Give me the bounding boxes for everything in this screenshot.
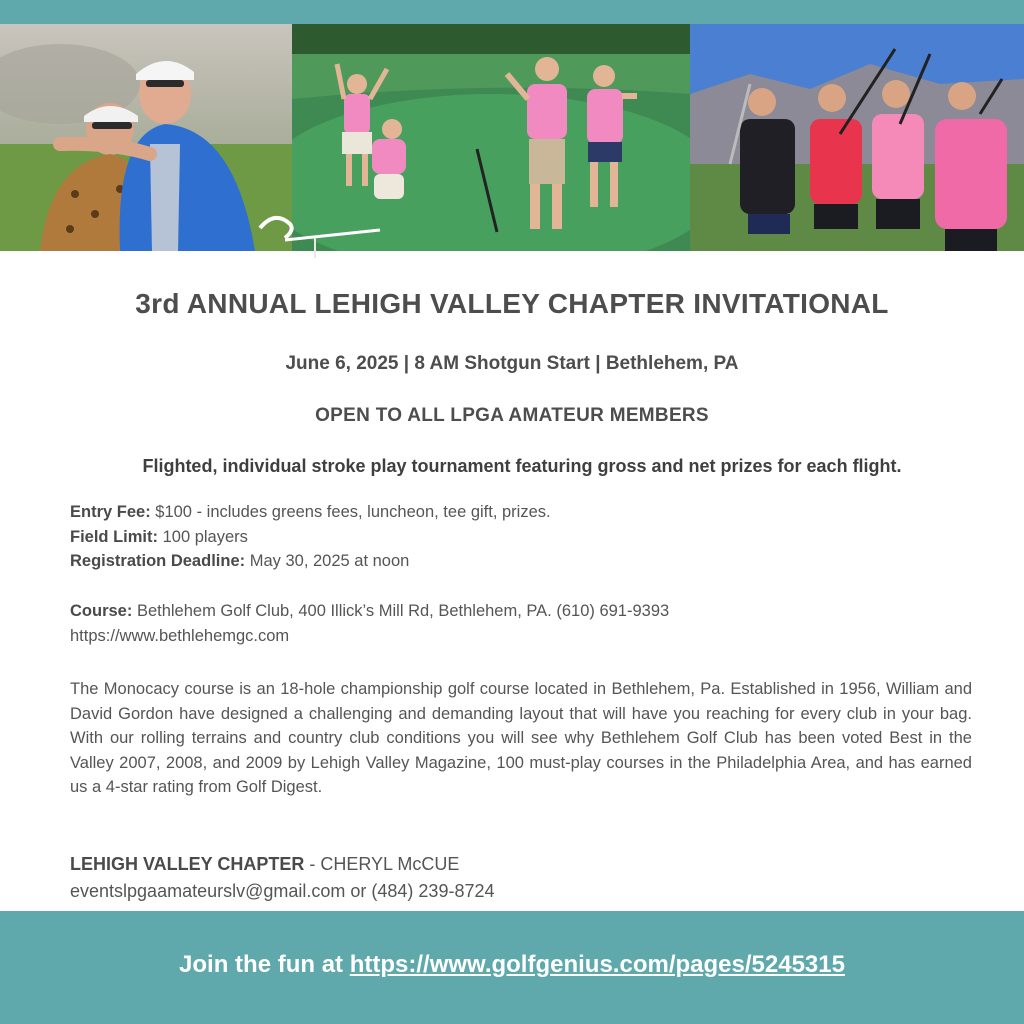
chapter-logo-icon: [255, 210, 385, 265]
entry-fee-line: [70, 500, 551, 525]
tournament-format: Flighted, individual stroke play tournament featuring gross and net prizes for each flight.: [142, 456, 902, 476]
photo-banner: [0, 24, 1024, 251]
contact-line-1: [70, 851, 495, 878]
eligibility-note: OPEN TO ALL LPGA AMATEUR MEMBERS: [315, 405, 709, 426]
deadline-label: Registration Deadline:: [70, 552, 246, 570]
course-info: [70, 599, 669, 648]
photo-golfers-posing: [690, 24, 1024, 251]
contact-email-phone[interactable]: eventslpgaamateurslv@gmail.com or (484) 239-8724: [70, 881, 495, 901]
registration-cta: [0, 951, 1024, 979]
field-limit-value: 100 players: [162, 527, 248, 546]
photo-golfers-hugging: [0, 24, 292, 251]
entry-fee-value: $100 - includes greens fees, luncheon, tee gift, prizes.: [155, 503, 551, 521]
course-address: Bethlehem Golf Club, 400 Illick’s Mill Rd, Bethlehem, PA. (610) 691-9393: [136, 602, 670, 620]
course-description: The Monocacy course is an 18-hole championship golf course located in Bethlehem, Pa. Established in 1956, William and David Gordon have designed a challenging and demanding layout that will have you reaching for every club in your bag. With our rolling terrains and country club conditions you will see why Bethlehem Golf Club has been voted Best in the Valley 2007, 2008, and 2009 by Lehigh Valley Magazine, 100 must-play courses in the Philadelphia Area, and has earned us a 4-star rating from Golf Digest.: [70, 680, 972, 796]
course-url[interactable]: https://www.bethlehemgc.com: [70, 626, 290, 645]
deadline-line: [70, 549, 551, 574]
contact-info: [70, 851, 495, 905]
course-label: Course:: [70, 602, 133, 620]
entry-fee-label: Entry Fee:: [70, 503, 151, 521]
top-teal-band: [0, 0, 1024, 24]
cta-prefix: Join the fun at: [179, 951, 350, 978]
deadline-value: May 30, 2025 at noon: [249, 552, 410, 570]
event-date-location: June 6, 2025 | 8 AM Shotgun Start | Bethlehem, PA: [285, 353, 739, 374]
event-details: [70, 500, 551, 574]
field-limit-label: Field Limit:: [70, 527, 158, 546]
registration-link[interactable]: https://www.golfgenius.com/pages/5245315: [349, 951, 845, 978]
contact-person: CHERYL McCUE: [320, 854, 460, 874]
event-title: 3rd ANNUAL LEHIGH VALLEY CHAPTER INVITATIONAL: [135, 288, 889, 319]
chapter-name: LEHIGH VALLEY CHAPTER: [70, 854, 305, 874]
course-line: [70, 599, 669, 624]
field-limit-line: [70, 525, 551, 550]
contact-separator: -: [304, 854, 321, 874]
